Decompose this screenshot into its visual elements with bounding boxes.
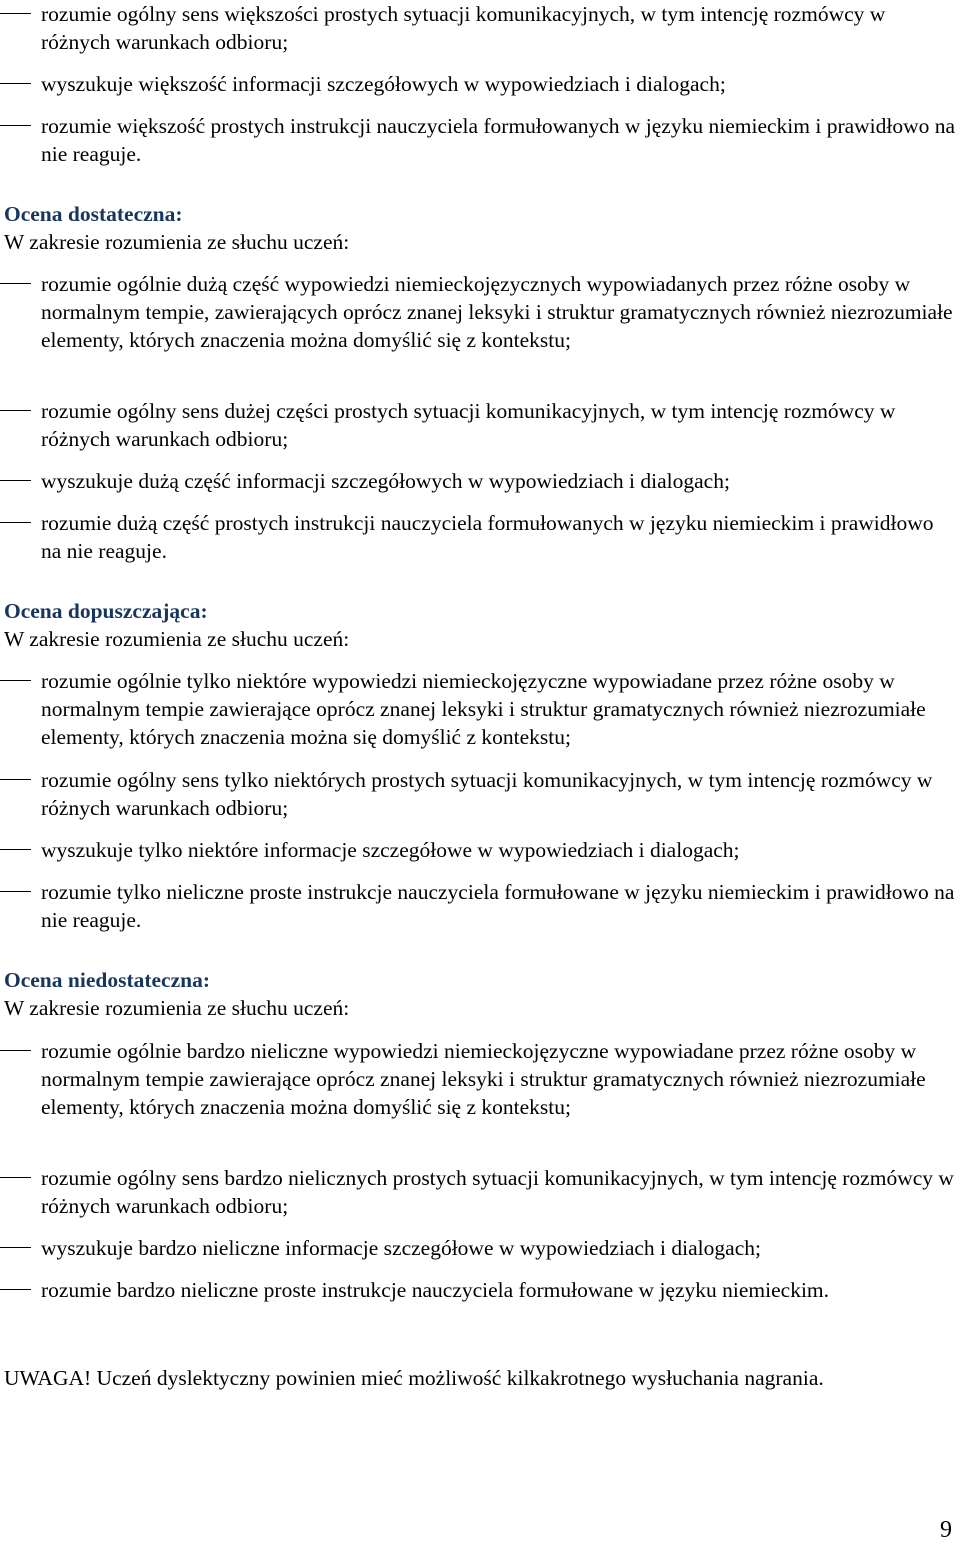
list-item bbox=[0, 0, 958, 56]
list-item-text: rozumie dużą część prostych instrukcji nauczyciela formułowanych w języku niemieckim i prawidłowo na nie reaguje. bbox=[41, 511, 934, 563]
list-item bbox=[0, 467, 958, 495]
dash-bullet bbox=[0, 522, 31, 523]
page-number: 9 bbox=[940, 1517, 952, 1543]
list-item-text: rozumie ogólnie bardzo nieliczne wypowiedzi niemieckojęzyczne wypowiadane przez różne osoby w normalnym tempie zawierające oprócz znanej leksyki i struktur gramatycznych również niezrozumiałe elementy, których znaczenia można domyślić się z kontekstu; bbox=[41, 1039, 926, 1119]
section-heading-dostateczna: Ocena dostateczna: bbox=[4, 202, 183, 226]
list-item-text: rozumie bardzo nieliczne proste instrukcje nauczyciela formułowane w języku niemieckim. bbox=[41, 1278, 830, 1302]
list-item-text: wyszukuje bardzo nieliczne informacje szczegółowe w wypowiedziach i dialogach; bbox=[41, 1236, 761, 1260]
section-intro: W zakresie rozumienia ze słuchu uczeń: bbox=[4, 230, 350, 254]
dyslexia-note: UWAGA! Uczeń dyslektyczny powinien mieć możliwość kilkakrotnego wysłuchania nagrania. bbox=[4, 1366, 824, 1390]
list-item bbox=[0, 1234, 958, 1262]
dash-bullet bbox=[0, 1050, 31, 1051]
list-item-text: wyszukuje dużą część informacji szczegółowych w wypowiedziach i dialogach; bbox=[41, 469, 730, 493]
list-item bbox=[0, 509, 958, 565]
dash-bullet bbox=[0, 1289, 31, 1290]
list-item bbox=[0, 397, 958, 453]
dash-bullet bbox=[0, 1247, 31, 1248]
list-item bbox=[0, 270, 958, 354]
dash-bullet bbox=[0, 779, 31, 780]
list-item-text: rozumie ogólny sens tylko niektórych prostych sytuacji komunikacyjnych, w tym intencję rozmówcy w różnych warunkach odbioru; bbox=[41, 768, 933, 820]
dash-bullet bbox=[0, 283, 31, 284]
dash-bullet bbox=[0, 410, 31, 411]
list-item-text: rozumie większość prostych instrukcji nauczyciela formułowanych w języku niemieckim i prawidłowo na nie reaguje. bbox=[41, 114, 956, 166]
list-item bbox=[0, 766, 958, 822]
list-item-text: wyszukuje większość informacji szczegółowych w wypowiedziach i dialogach; bbox=[41, 72, 726, 96]
dash-bullet bbox=[0, 849, 31, 850]
list-item-text: rozumie tylko nieliczne proste instrukcje nauczyciela formułowane w języku niemieckim i prawidłowo na nie reaguje. bbox=[41, 880, 955, 932]
list-item-text: rozumie ogólny sens większości prostych sytuacji komunikacyjnych, w tym intencję rozmówcy w różnych warunkach odbioru; bbox=[41, 2, 886, 54]
list-item-text: wyszukuje tylko niektóre informacje szczegółowe w wypowiedziach i dialogach; bbox=[41, 838, 740, 862]
dash-bullet bbox=[0, 480, 31, 481]
dash-bullet bbox=[0, 125, 31, 126]
list-item bbox=[0, 70, 958, 98]
dash-bullet bbox=[0, 891, 31, 892]
list-item bbox=[0, 1276, 958, 1304]
list-item bbox=[0, 667, 958, 751]
dash-bullet bbox=[0, 680, 31, 681]
section-heading-dopuszczajaca: Ocena dopuszczająca: bbox=[4, 599, 208, 623]
list-item bbox=[0, 836, 958, 864]
list-item-text: rozumie ogólnie tylko niektóre wypowiedzi niemieckojęzyczne wypowiadane przez różne osoby w normalnym tempie zawierające oprócz znanej leksyki i struktur gramatycznych również niezrozumiałe elementy, których znaczenia można się domyślić z kontekstu; bbox=[41, 669, 926, 749]
list-item bbox=[0, 1037, 958, 1121]
dash-bullet bbox=[0, 13, 31, 14]
list-item bbox=[0, 878, 958, 934]
list-item-text: rozumie ogólny sens dużej części prostych sytuacji komunikacyjnych, w tym intencję rozmówcy w różnych warunkach odbioru; bbox=[41, 399, 896, 451]
dash-bullet bbox=[0, 83, 31, 84]
section-intro: W zakresie rozumienia ze słuchu uczeń: bbox=[4, 627, 350, 651]
list-item-text: rozumie ogólnie dużą część wypowiedzi niemieckojęzycznych wypowiadanych przez różne osoby w normalnym tempie, zawierających oprócz znanej leksyki i struktur gramatycznych również niezrozumiałe elementy, których znaczenia można domyślić się z kontekstu; bbox=[41, 272, 953, 352]
list-item bbox=[0, 1164, 958, 1220]
section-heading-niedostateczna: Ocena niedostateczna: bbox=[4, 968, 211, 992]
list-item-text: rozumie ogólny sens bardzo nielicznych prostych sytuacji komunikacyjnych, w tym intencję rozmówcy w różnych warunkach odbioru; bbox=[41, 1166, 954, 1218]
section-intro: W zakresie rozumienia ze słuchu uczeń: bbox=[4, 996, 350, 1020]
dash-bullet bbox=[0, 1177, 31, 1178]
list-item bbox=[0, 112, 958, 168]
